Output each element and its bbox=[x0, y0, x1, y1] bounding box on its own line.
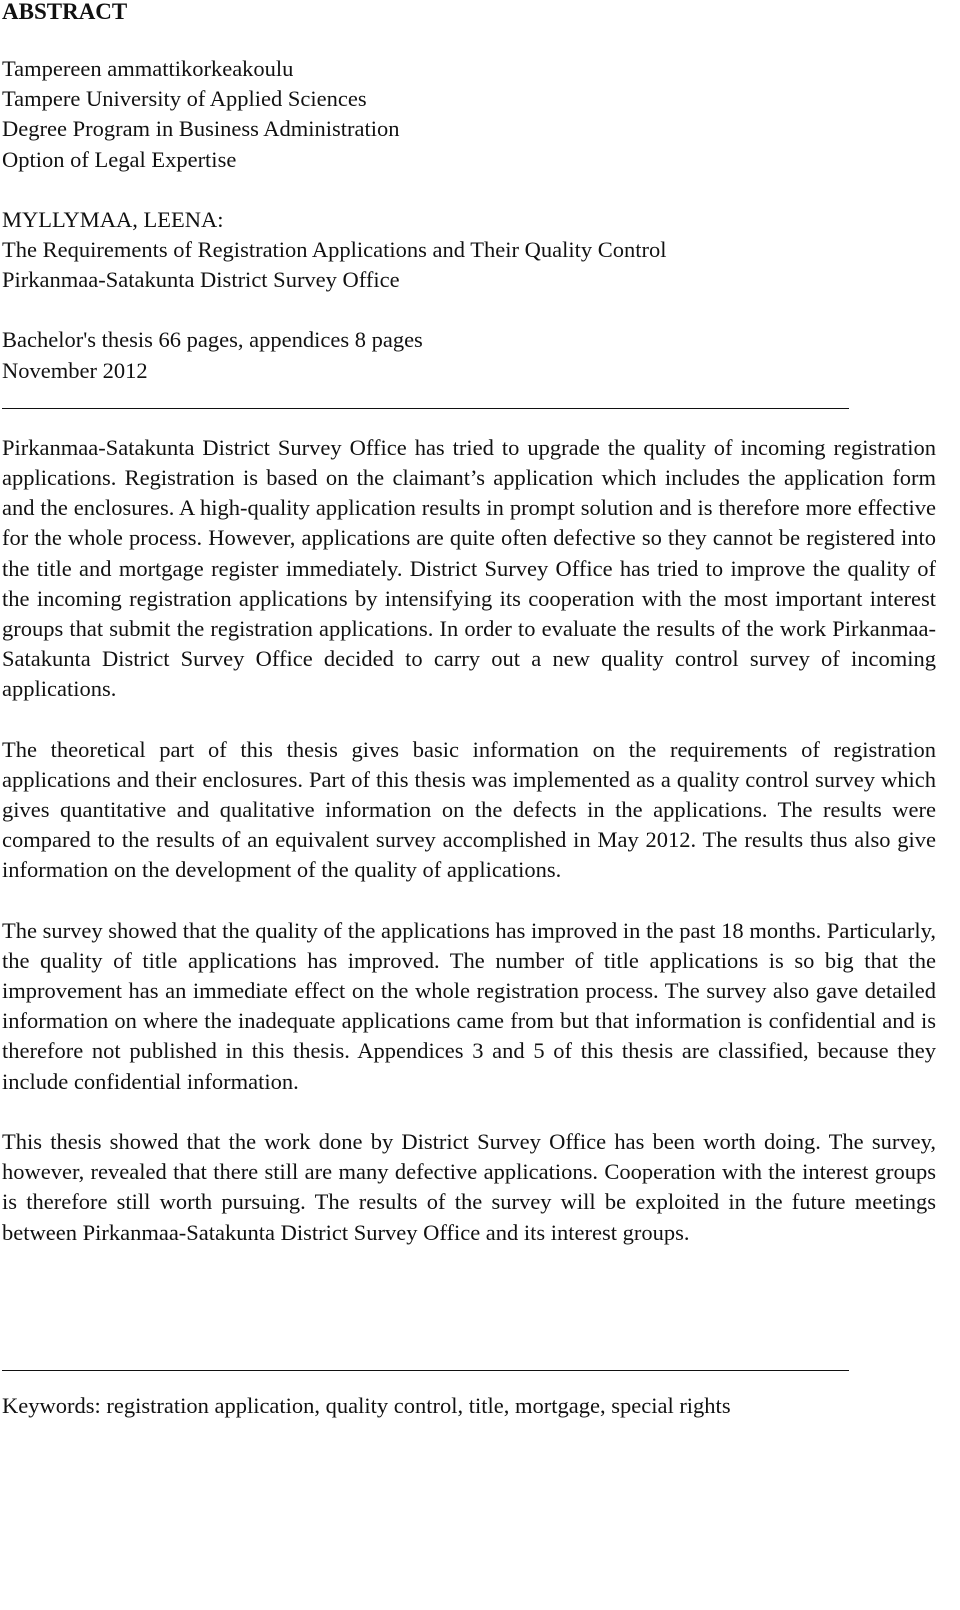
author-name: MYLLYMAA, LEENA: bbox=[2, 206, 224, 232]
institution-name-fi: Tampereen ammattikorkeakoulu bbox=[2, 56, 294, 81]
degree-option: Option of Legal Expertise bbox=[2, 146, 237, 172]
abstract-heading: ABSTRACT bbox=[2, 0, 128, 24]
thesis-organization: Pirkanmaa-Satakunta District Survey Office bbox=[2, 267, 400, 293]
thesis-pages: Bachelor's thesis 66 pages, appendices 8 pages bbox=[2, 327, 423, 353]
bottom-divider bbox=[2, 1370, 849, 1371]
abstract-paragraph-4: This thesis showed that the work done by District Survey Office has been worth doing. The survey, however, revealed that there still are many defective applications. Cooperation with the interest groups is therefore still worth pursuing. The results of the survey will be exploited in the future meetings between Pirkanmaa-Satakunta District Survey Office and its interest groups. bbox=[2, 1128, 936, 1245]
abstract-body bbox=[2, 433, 936, 1248]
abstract-paragraph-3: The survey showed that the quality of the applications has improved in the past 18 months. Particularly, the quality of title applications has improved. The number of title applications is so big that the improvement has an immediate effect on the whole registration process. The survey also gave detailed information on where the inadequate applications came from but that information is confidential and is therefore not published in this thesis. Appendices 3 and 5 of this thesis are classified, because they include confidential information. bbox=[2, 917, 936, 1094]
abstract-page bbox=[2, 0, 936, 1421]
degree-program: Degree Program in Business Administration bbox=[2, 116, 400, 142]
bottom-spacer bbox=[2, 1278, 936, 1370]
thesis-date: November 2012 bbox=[2, 357, 148, 383]
abstract-paragraph-2: The theoretical part of this thesis gives basic information on the requirements of registration applications and their enclosures. Part of this thesis was implemented as a quality control survey which gives quantitative and qualitative information on the defects in the applications. The results were compared to the results of an equivalent survey accomplished in May 2012. The results thus also give information on the development of the quality of applications. bbox=[2, 736, 936, 883]
institution-name-en: Tampere University of Applied Sciences bbox=[2, 86, 367, 112]
institution-block bbox=[2, 54, 936, 175]
thesis-title: The Requirements of Registration Applications and Their Quality Control bbox=[2, 237, 667, 263]
top-divider bbox=[2, 408, 849, 409]
thesis-info-block bbox=[2, 325, 936, 385]
keywords-line: Keywords: registration application, quality control, title, mortgage, special rights bbox=[2, 1392, 731, 1418]
abstract-paragraph-1: Pirkanmaa-Satakunta District Survey Office has tried to upgrade the quality of incoming registration applications. Registration is based on the claimant’s application which includes the application form and the enclosures. A high-quality application results in prompt solution and is therefore more effective for the whole process. However, applications are quite often defective so they cannot be registered into the title and mortgage register immediately. District Survey Office has tried to improve the quality of the incoming registration applications by intensifying its cooperation with the most important interest groups that submit the registration applications. In order to evaluate the results of the work Pirkanmaa-Satakunta District Survey Office decided to carry out a new quality control survey of incoming applications. bbox=[2, 434, 936, 702]
author-block bbox=[2, 205, 936, 296]
